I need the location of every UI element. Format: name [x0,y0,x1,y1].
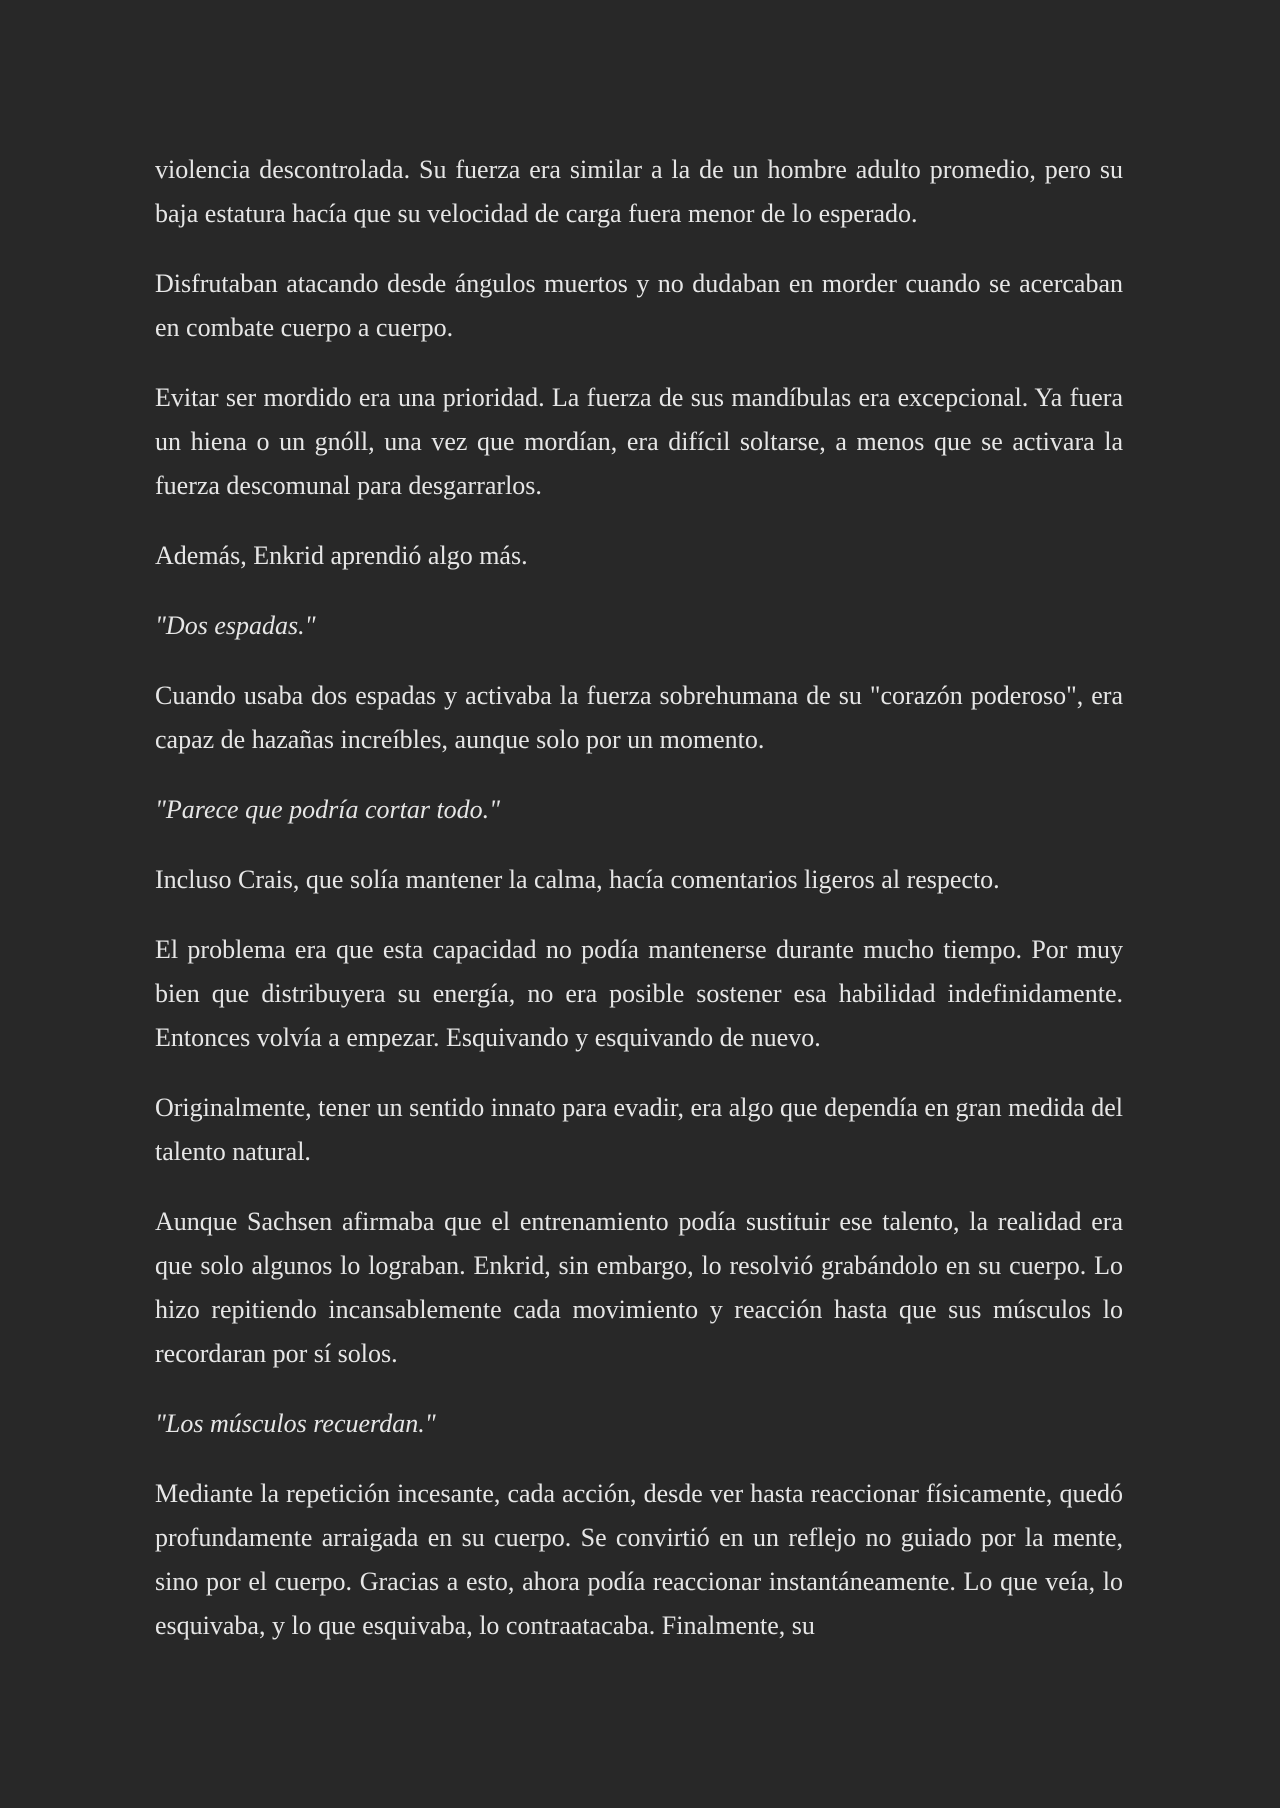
paragraph-8: Incluso Crais, que solía mantener la calma, hacía comentarios ligeros al respecto. [155,865,1000,894]
paragraph-3: Evitar ser mordido era una prioridad. La fuerza de sus mandíbulas era excepcional. Ya fuera un hiena o un gnóll, una vez que mordían, era difícil soltarse, a menos que se activara la fuerza descomunal para desgarrarlos. [155,383,1123,500]
paragraph-10: Originalmente, tener un sentido innato para evadir, era algo que dependía en gran medida del talento natural. [155,1093,1123,1166]
reader-text-column [155,148,1123,1674]
dialogue-line-cortar-todo: "Parece que podría cortar todo." [155,795,501,824]
dialogue-line-dos-espadas: "Dos espadas." [155,611,316,640]
dialogue-line-musculos-recuerdan: "Los músculos recuerdan." [155,1409,436,1438]
paragraph-13: Mediante la repetición incesante, cada acción, desde ver hasta reaccionar físicamente, quedó profundamente arraigada en su cuerpo. Se convirtió en un reflejo no guiado por la mente, sino por el cuerpo. Gracias a esto, ahora podía reaccionar instantáneamente. Lo que veía, lo esquivaba, y lo que esquivaba, lo contraatacaba. Finalmente, su [155,1479,1123,1640]
paragraph-1: violencia descontrolada. Su fuerza era similar a la de un hombre adulto promedio, pero su baja estatura hacía que su velocidad de carga fuera menor de lo esperado. [155,155,1123,228]
paragraph-9: El problema era que esta capacidad no podía mantenerse durante mucho tiempo. Por muy bien que distribuyera su energía, no era posible sostener esa habilidad indefinidamente. Entonces volvía a empezar. Esquivando y esquivando de nuevo. [155,935,1123,1052]
paragraph-4: Además, Enkrid aprendió algo más. [155,541,528,570]
paragraph-6: Cuando usaba dos espadas y activaba la fuerza sobrehumana de su "corazón poderoso", era capaz de hazañas increíbles, aunque solo por un momento. [155,681,1123,754]
paragraph-2: Disfrutaban atacando desde ángulos muertos y no dudaban en morder cuando se acercaban en combate cuerpo a cuerpo. [155,269,1123,342]
paragraph-11: Aunque Sachsen afirmaba que el entrenamiento podía sustituir ese talento, la realidad era que solo algunos lo lograban. Enkrid, sin embargo, lo resolvió grabándolo en su cuerpo. Lo hizo repitiendo incansablemente cada movimiento y reacción hasta que sus músculos lo recordaran por sí solos. [155,1207,1123,1368]
